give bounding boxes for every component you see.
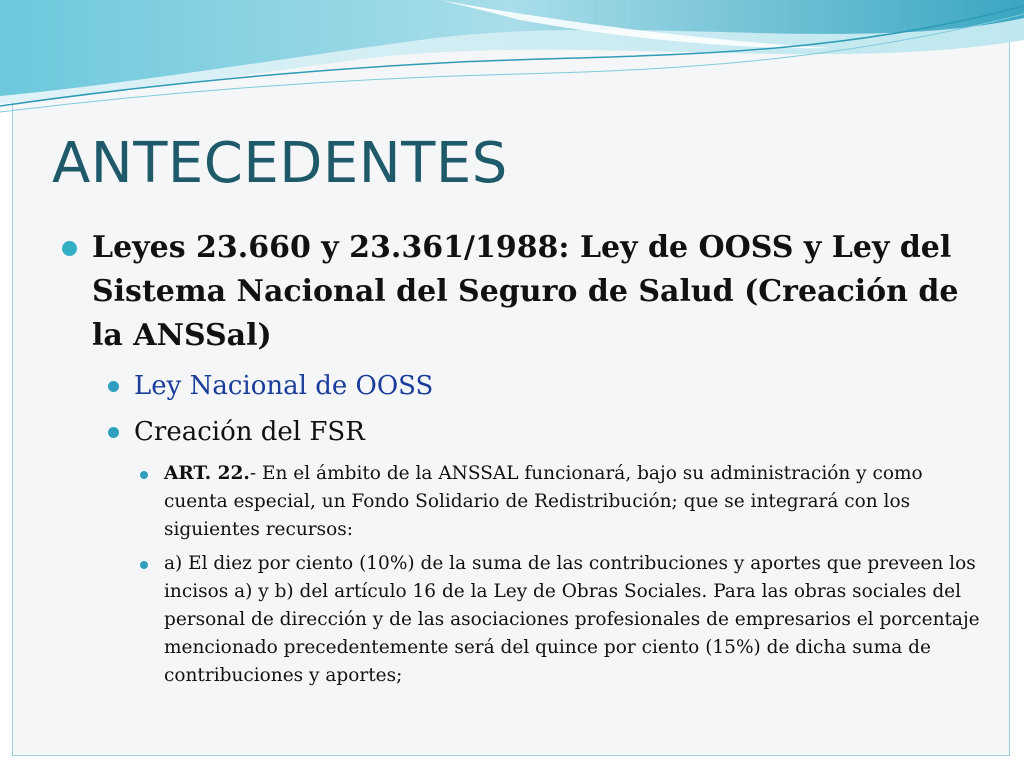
bullet-dot-icon (108, 427, 119, 438)
bullet-level2-creacion-fsr (100, 410, 990, 454)
bullet-level2-ley-nacional (100, 364, 990, 408)
article-label: ART. 22. (164, 463, 250, 484)
header-wave-decoration (0, 0, 1024, 130)
bullet-level3-text: a) El diez por ciento (10%) de la suma de las contribuciones y aportes que preveen los incisos a) y b) del artículo 16 de la Ley de Obras Sociales. Para las obras sociales del personal de dirección y de las asociaciones profesionales de empresarios el porcentaje mencionado precedentemente será del quince por ciento (15%) de dicha suma de contribuciones y aportes; (164, 553, 980, 686)
bullet-dot-icon (140, 561, 148, 569)
bullet-level3-text: - En el ámbito de la ANSSAL funcionará, bajo su administración y como cuenta especial, un Fondo Solidario de Redistribución; que se integrará con los siguientes recursos: (164, 463, 923, 540)
bullet-dot-icon (62, 241, 77, 256)
bullet-level3-inciso-a (134, 550, 990, 690)
bullet-level1-text: Leyes 23.660 y 23.361/1988: Ley de OOSS y Ley del Sistema Nacional del Seguro de Salud (Creación de la ANSSal) (92, 230, 959, 353)
bullet-dot-icon (140, 471, 148, 479)
bullet-level1 (60, 226, 990, 358)
bullet-level2-text: Ley Nacional de OOSS (134, 371, 434, 401)
bullet-level2-text: Creación del FSR (134, 417, 365, 447)
slide-title: ANTECEDENTES (52, 131, 508, 196)
bullet-dot-icon (108, 381, 119, 392)
slide-body (60, 226, 990, 690)
bullet-level3-art22 (134, 460, 990, 544)
